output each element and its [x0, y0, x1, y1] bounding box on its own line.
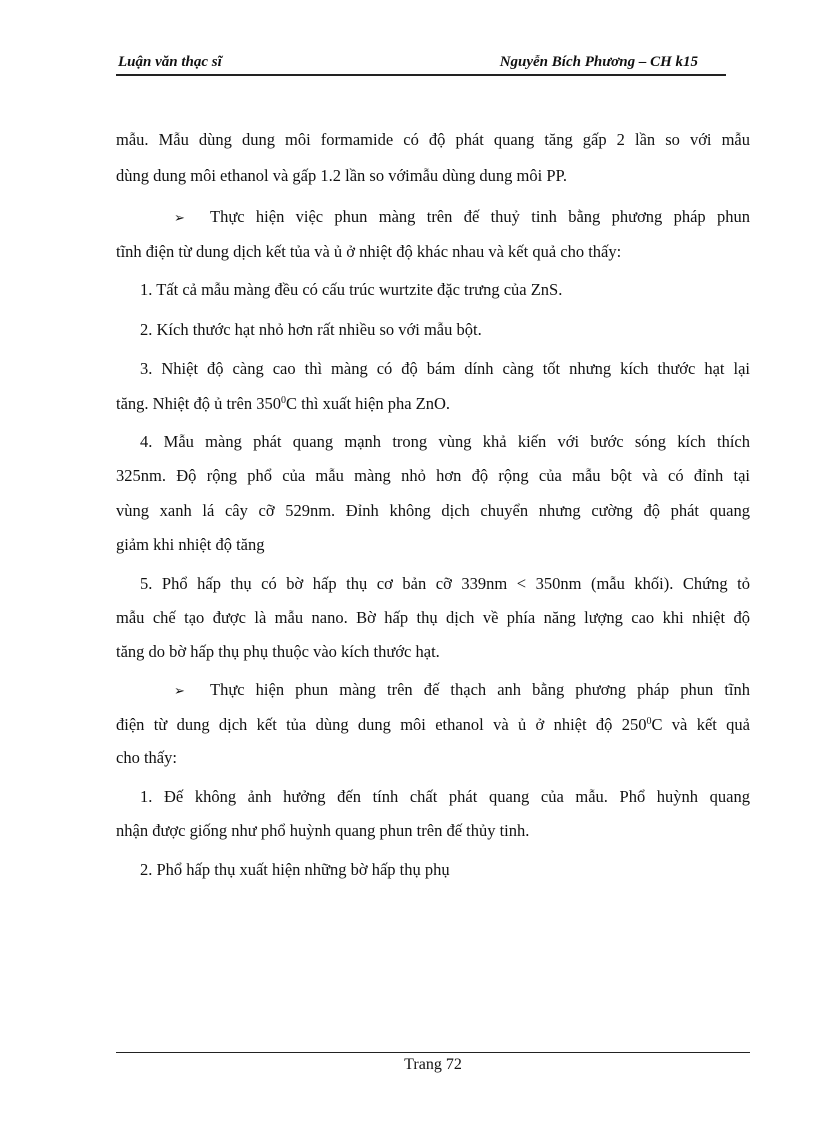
body-line [116, 394, 450, 414]
list-item: 4. Mẫu màng phát quang mạnh trong vùng khả kiến với bước sóng kích thích [140, 432, 750, 451]
bullet-paragraph-2 [174, 680, 750, 700]
body-line: cho thấy: [116, 748, 177, 767]
list-item: 1. Đế không ảnh hưởng đến tính chất phát quang của mẫu. Phổ huỳnh quang [140, 787, 750, 806]
text-run: điện từ dung dịch kết tủa dùng dung môi ethanol và ủ ở nhiệt độ 250 [116, 715, 647, 734]
bullet-paragraph-1 [174, 207, 750, 227]
text-run: tăng. Nhiệt độ ủ trên 350 [116, 394, 281, 413]
page-number: Trang 72 [404, 1056, 462, 1073]
list-item: 2. Phổ hấp thụ xuất hiện những bờ hấp thụ phụ [140, 860, 450, 879]
header-thesis-title: Luận văn thạc sĩ [118, 54, 222, 70]
text-run: C thì xuất hiện pha ZnO. [285, 394, 451, 413]
footer-divider [116, 1052, 750, 1053]
body-line: tăng do bờ hấp thụ phụ thuộc vào kích thước hạt. [116, 642, 440, 661]
body-line: mẫu. Mẫu dùng dung môi formamide có độ phát quang tăng gấp 2 lần so với mẫu [116, 130, 750, 149]
body-line: Thực hiện việc phun màng trên đế thuỷ tinh bằng phương pháp phun [210, 207, 750, 226]
body-line: dùng dung môi ethanol và gấp 1.2 lần so vớimẫu dùng dung môi PP. [116, 166, 567, 185]
arrow-bullet-icon: ➢ [174, 210, 185, 225]
superscript: 0 [280, 395, 286, 406]
body-line: nhận được giống như phổ huỳnh quang phun trên đế thủy tinh. [116, 821, 530, 840]
page-header [116, 52, 726, 76]
body-line: giảm khi nhiệt độ tăng [116, 535, 265, 554]
arrow-bullet-icon: ➢ [174, 683, 185, 698]
list-item: 5. Phổ hấp thụ có bờ hấp thụ cơ bản cỡ 339nm < 350nm (mẫu khối). Chứng tỏ [140, 574, 750, 593]
list-item: 1. Tất cả mẫu màng đều có cấu trúc wurtzite đặc trưng của ZnS. [140, 280, 563, 299]
superscript: 0 [646, 716, 652, 727]
body-line [116, 715, 750, 735]
body-line: tĩnh điện từ dung dịch kết tủa và ủ ở nhiệt độ khác nhau và kết quả cho thấy: [116, 242, 622, 261]
text-run: C và kết quả [651, 715, 751, 734]
body-line: vùng xanh lá cây cỡ 529nm. Đỉnh không dịch chuyển nhưng cường độ phát quang [116, 501, 750, 520]
list-item: 2. Kích thước hạt nhỏ hơn rất nhiều so với mẫu bột. [140, 320, 482, 339]
body-line: 325nm. Độ rộng phổ của mẫu màng nhỏ hơn độ rộng của mẫu bột và có đỉnh tại [116, 466, 750, 485]
list-item: 3. Nhiệt độ càng cao thì màng có độ bám dính càng tốt nhưng kích thước hạt lại [140, 359, 750, 378]
body-line: Thực hiện phun màng trên đế thạch anh bằng phương pháp phun tĩnh [210, 680, 750, 699]
header-author: Nguyễn Bích Phương – CH k15 [499, 54, 698, 70]
body-line: mẫu chế tạo được là mẫu nano. Bờ hấp thụ dịch về phía năng lượng cao khi nhiệt độ [116, 608, 750, 627]
